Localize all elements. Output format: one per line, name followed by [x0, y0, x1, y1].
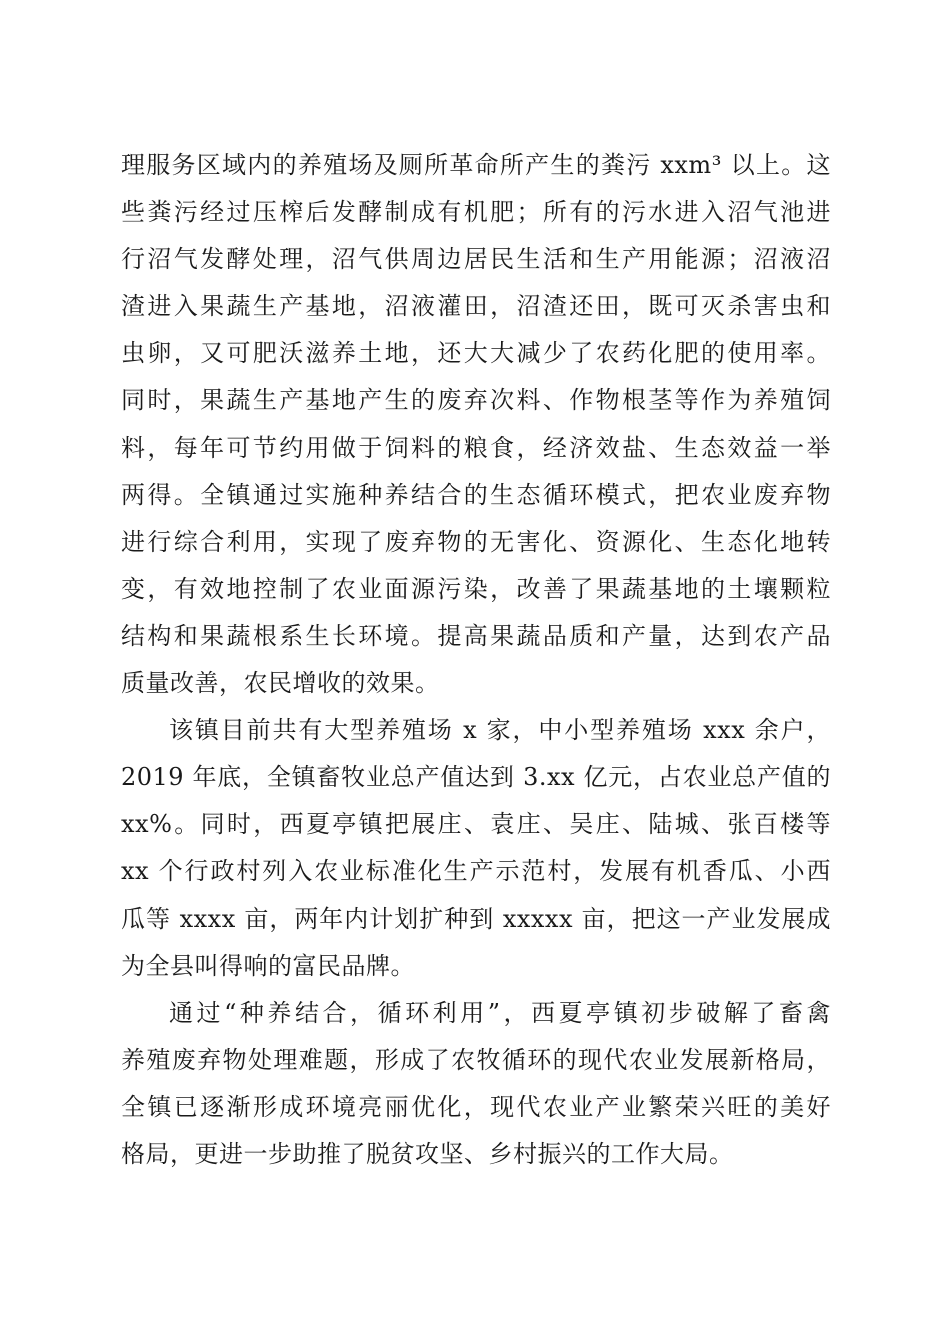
text-line: 虫卵，又可肥沃滋养土地，还大大减少了农药化肥的使用率。 [121, 339, 831, 368]
text-line: 同时，果蔬生产基地产生的废弃次料、作物根茎等作为养殖饲 [121, 386, 831, 415]
paragraph-1 [121, 142, 831, 707]
text-line: 料，每年可节约用做于饲料的粮食，经济效盐、生态效益一举 [121, 433, 831, 462]
text-line: 养殖废弃物处理难题，形成了农牧循环的现代农业发展新格局， [121, 1045, 831, 1074]
text-line: 行沼气发酵处理，沼气供周边居民生活和生产用能源；沼液沼 [121, 245, 831, 274]
text-line: 2019 年底，全镇畜牧业总产值达到 3.xx 亿元，占农业总产值的 [121, 763, 831, 792]
text-line: 质量改善，农民增收的效果。 [121, 669, 440, 698]
text-line: 渣进入果蔬生产基地，沼液灌田，沼渣还田，既可灭杀害虫和 [121, 292, 831, 321]
text-line: 瓜等 xxxx 亩，两年内计划扩种到 xxxxx 亩，把这一产业发展成 [121, 904, 831, 933]
text-line: 全镇已逐渐形成环境亮丽优化，现代农业产业繁荣兴旺的美好 [121, 1092, 831, 1121]
text-line: 变，有效地控制了农业面源污染，改善了果蔬基地的土壤颗粒 [121, 574, 831, 603]
paragraph-3 [121, 990, 831, 1178]
text-line: 进行综合利用，实现了废弃物的无害化、资源化、生态化地转 [121, 527, 831, 556]
paragraph-2 [121, 707, 831, 990]
text-line: 两得。全镇通过实施种养结合的生态循环模式，把农业废弃物 [121, 480, 831, 509]
text-line: 些粪污经过压榨后发酵制成有机肥；所有的污水进入沼气池进 [121, 198, 831, 227]
text-line: 理服务区域内的养殖场及厕所革命所产生的粪污 xxm³ 以上。这 [121, 151, 831, 179]
text-line: 该镇目前共有大型养殖场 x 家，中小型养殖场 xxx 余户， [169, 716, 831, 745]
text-line: xx%。同时，西夏亭镇把展庄、袁庄、吴庄、陆城、张百楼等 [121, 810, 831, 839]
text-line: 格局，更进一步助推了脱贫攻坚、乡村振兴的工作大局。 [121, 1139, 734, 1168]
text-line: 通过“种养结合，循环利用”，西夏亭镇初步破解了畜禽 [169, 998, 831, 1027]
text-line: xx 个行政村列入农业标准化生产示范村，发展有机香瓜、小西 [121, 857, 831, 886]
text-line: 为全县叫得响的富民品牌。 [121, 951, 415, 980]
text-line: 结构和果蔬根系生长环境。提高果蔬品质和产量，达到农产品 [121, 621, 831, 650]
document-body [121, 142, 831, 1178]
